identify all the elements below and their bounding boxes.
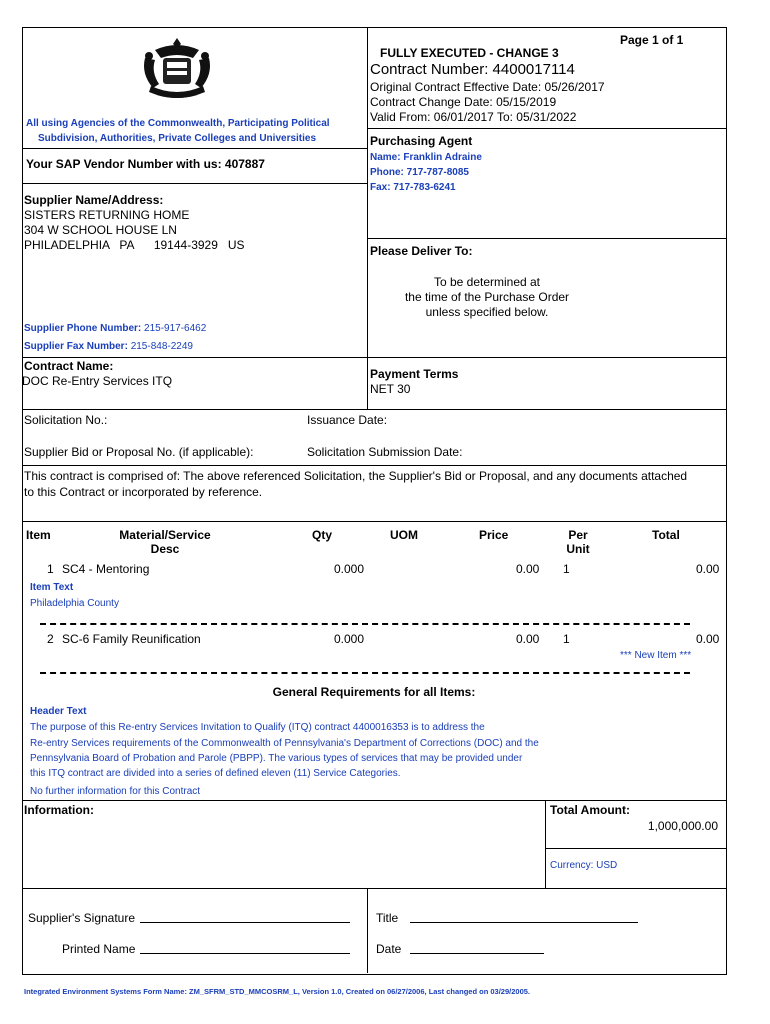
agencies-line-2: Subdivision, Authorities, Private Colleges and Universities <box>38 133 317 144</box>
contract-status: FULLY EXECUTED - CHANGE 3 <box>380 46 559 60</box>
column-desc-line-1: Material/Service <box>119 528 211 542</box>
no-further-information: No further information for this Contract <box>30 786 201 797</box>
divider <box>22 409 726 410</box>
header-text-line-1: The purpose of this Re-entry Services Invitation to Qualify (ITQ) contract 4400016353 is to address the <box>30 722 485 733</box>
divider <box>367 128 726 129</box>
deliver-to-heading: Please Deliver To: <box>370 244 473 258</box>
item-separator <box>40 672 690 674</box>
divider <box>367 27 368 409</box>
divider <box>22 800 726 801</box>
item-desc: SC-6 Family Reunification <box>62 632 201 646</box>
payment-terms-heading: Payment Terms <box>370 367 459 381</box>
agencies-line-1: All using Agencies of the Commonwealth, Participating Political <box>26 118 330 129</box>
supplier-phone <box>24 323 206 334</box>
column-per-unit <box>558 528 598 556</box>
item-qty: 0.000 <box>334 562 365 576</box>
general-requirements-heading: General Requirements for all Items: <box>272 685 476 699</box>
divider <box>22 888 726 889</box>
information-heading: Information: <box>24 803 94 817</box>
column-desc <box>105 528 225 556</box>
submission-date: Solicitation Submission Date: <box>307 445 463 459</box>
divider <box>545 800 546 888</box>
page-number: Page 1 of 1 <box>620 33 684 47</box>
total-amount-value: 1,000,000.00 <box>647 819 718 833</box>
divider <box>22 465 726 466</box>
supplier-address-line-2: 304 W SCHOOL HOUSE LN <box>24 223 177 237</box>
contract-number: Contract Number: 4400017114 <box>370 61 575 78</box>
agent-phone: Phone: 717-787-8085 <box>370 167 469 178</box>
item-per-unit: 1 <box>563 562 570 576</box>
column-per-line-1: Per <box>568 528 588 542</box>
item-number: 1 <box>47 562 54 576</box>
supplier-fax <box>24 341 193 352</box>
item-total: 0.00 <box>696 632 720 646</box>
deliver-to-line-3: unless specified below. <box>425 305 549 319</box>
valid-dates: Valid From: 06/01/2017 To: 05/31/2022 <box>370 110 577 124</box>
item-total: 0.00 <box>696 562 720 576</box>
item-separator <box>40 623 690 625</box>
item-per-unit: 1 <box>563 632 570 646</box>
comprised-text-line-1: This contract is comprised of: The above referenced Solicitation, the Supplier's Bid or Proposal, and any documents attached <box>24 469 688 483</box>
printed-name-label: Printed Name <box>62 942 136 956</box>
supplier-signature-line[interactable] <box>140 908 350 923</box>
column-uom: UOM <box>390 528 418 542</box>
contract-name-value: DOC Re-Entry Services ITQ <box>22 374 173 388</box>
supplier-address-line-3: PHILADELPHIA PA 19144-3929 US <box>24 238 245 252</box>
supplier-signature-label: Supplier's Signature <box>28 911 136 925</box>
table-row <box>0 632 770 648</box>
agent-fax: Fax: 717-783-6241 <box>370 182 456 193</box>
contract-change-date: Contract Change Date: 05/15/2019 <box>370 95 557 109</box>
supplier-phone-value: 215-917-6462 <box>144 323 207 334</box>
column-per-line-2: Unit <box>566 542 590 556</box>
divider <box>22 148 367 149</box>
header-text-line-2: Re-entry Services requirements of the Commonwealth of Pennsylvania's Department of Corrections (DOC) and the <box>30 738 539 749</box>
new-item-marker: *** New Item *** <box>620 650 692 661</box>
divider <box>545 848 726 849</box>
item-number: 2 <box>47 632 54 646</box>
divider <box>367 888 368 973</box>
sap-vendor-number: Your SAP Vendor Number with us: 407887 <box>26 157 265 171</box>
item-price: 0.00 <box>516 562 540 576</box>
supplier-fax-value: 215-848-2249 <box>130 341 193 352</box>
form-footer: Integrated Environment Systems Form Name: ZM_SFRM_STD_MMCOSRM_L, Version 1.0, Created on 06/27/2006, Last changed on 03/29/2005. <box>24 987 530 996</box>
header-text-line-4: this ITQ contract are divided into a series of defined eleven (11) Service Categories. <box>30 768 401 779</box>
item-desc: SC4 - Mentoring <box>62 562 150 576</box>
column-qty: Qty <box>312 528 333 542</box>
divider <box>367 238 726 239</box>
total-amount-label: Total Amount: <box>550 803 630 817</box>
supplier-fax-label: Supplier Fax Number: <box>24 341 128 352</box>
supplier-phone-label: Supplier Phone Number: <box>24 323 142 334</box>
supplier-address-line-1: SISTERS RETURNING HOME <box>24 208 190 222</box>
divider <box>22 183 367 184</box>
issuance-date: Issuance Date: <box>307 413 388 427</box>
date-label: Date <box>376 942 402 956</box>
purchasing-agent-heading: Purchasing Agent <box>370 134 473 148</box>
supplier-heading: Supplier Name/Address: <box>24 193 164 207</box>
title-line[interactable] <box>410 908 638 923</box>
column-total: Total <box>652 528 680 542</box>
comprised-text-line-2: to this Contract or incorporated by reference. <box>24 485 263 499</box>
solicitation-number: Solicitation No.: <box>24 413 108 427</box>
item-price: 0.00 <box>516 632 540 646</box>
currency: Currency: USD <box>550 860 618 871</box>
supplier-bid-number: Supplier Bid or Proposal No. (if applicable): <box>24 445 254 459</box>
column-item: Item <box>26 528 51 542</box>
contract-name-heading: Contract Name: <box>24 359 114 373</box>
payment-terms-value: NET 30 <box>370 382 411 396</box>
title-label: Title <box>376 911 399 925</box>
original-effective-date: Original Contract Effective Date: 05/26/2017 <box>370 80 605 94</box>
column-desc-line-2: Desc <box>150 542 180 556</box>
item-text-label: Item Text <box>30 582 74 593</box>
table-row <box>0 562 770 578</box>
column-price: Price <box>479 528 509 542</box>
date-line[interactable] <box>410 939 544 954</box>
item-text-value: Philadelphia County <box>30 598 119 609</box>
printed-name-line[interactable] <box>140 939 350 954</box>
header-text-label: Header Text <box>30 706 87 717</box>
agent-name: Name: Franklin Adraine <box>370 152 482 163</box>
header-text-line-3: Pennsylvania Board of Probation and Parole (PBPP). The various types of services that may be provided under <box>30 753 523 764</box>
commonwealth-seal-logo <box>137 36 217 100</box>
divider <box>22 357 726 358</box>
deliver-to-line-1: To be determined at <box>433 275 541 289</box>
deliver-to-line-2: the time of the Purchase Order <box>404 290 570 304</box>
divider <box>22 521 726 522</box>
item-qty: 0.000 <box>334 632 365 646</box>
